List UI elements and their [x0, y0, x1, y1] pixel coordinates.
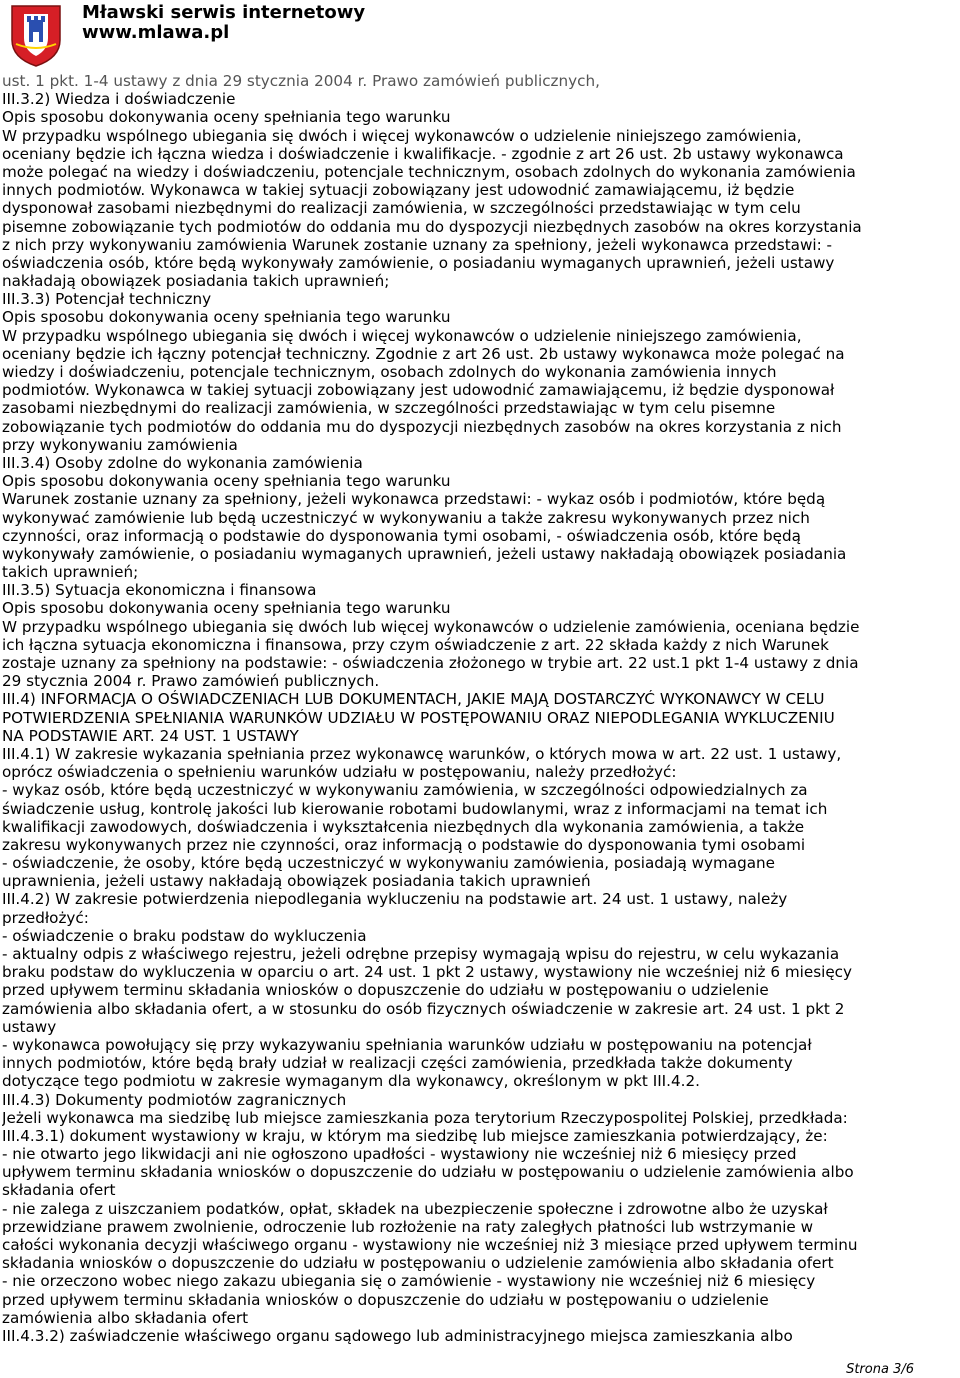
text-line: oświadczenia osób, które będą wykonywały zamówienie, o posiadaniu wymaganych uprawnień, jeżeli ustawy [2, 253, 835, 272]
text-line: innych podmiotów, które będą brały udział w realizacji części zamówienia, przedkłada także dokumenty [2, 1054, 793, 1073]
text-line: - oświadczenie o braku podstaw do wykluczenia [2, 926, 367, 945]
text-line: braku podstaw do wykluczenia w oparciu o art. 24 ust. 1 pkt 2 ustawy, wystawiony nie wcześniej niż 6 miesięcy [2, 963, 853, 982]
text-line: W przypadku wspólnego ubiegania się dwóch lub więcej wykonawców o udzielenie zamówienia, oceniana będzie [2, 617, 860, 636]
text-line: zamówienia albo składania ofert [2, 1308, 249, 1327]
text-line: ich łączna sytuacja ekonomiczna i finansowa, przy czym oświadczenie z art. 22 składa każdy z nich Warunek [2, 635, 829, 654]
text-line: NA PODSTAWIE ART. 24 UST. 1 USTAWY [2, 726, 299, 745]
text-line: pisemne zobowiązanie tych podmiotów do oddania mu do dyspozycji niezbędnych zasobów na okres korzystania [2, 217, 862, 236]
text-line: zobowiązanie tych podmiotów do oddania mu do dyspozycji niezbędnych zasobów na okres korzystania z nich [2, 417, 842, 436]
text-line: z nich przy wykonywaniu zamówienia Warunek zostanie uznany za spełniony, jeżeli wykonawca przedstawi: - [2, 235, 833, 254]
text-line: innych podmiotów. Wykonawca w takiej sytuacji zobowiązany jest udowodnić zamawiającemu, iż będzie [2, 181, 795, 200]
text-line: zostaje uznany za spełniony na podstawie: - oświadczenia złożonego w trybie art. 22 ust.1 pkt 1-4 ustawy z dnia [2, 654, 859, 672]
text-line: oceniany będzie ich łączny potencjał techniczny. Zgodnie z art 26 ust. 2b ustawy wykonawca może polegać na [2, 344, 845, 363]
text-line: oceniany będzie ich łączna wiedza i doświadczenie i kwalifikacje. - zgodnie z art 26 ust. 2b ustawy wykonawca [2, 144, 844, 163]
text-line: - nie otwarto jego likwidacji ani nie ogłoszono upadłości - wystawiony nie wcześniej niż 6 miesięcy przed [2, 1145, 797, 1164]
text-line: III.3.3) Potencjał techniczny [2, 290, 212, 309]
text-line: przedłożyć: [2, 908, 89, 927]
text-line: przed upływem terminu składania wniosków o dopuszczenie do udziału w postępowaniu o udzielenie [2, 981, 769, 1000]
text-line: Opis sposobu dokonywania oceny spełniania tego warunku [2, 599, 451, 618]
site-header [0, 0, 960, 70]
text-line: W przypadku wspólnego ubiegania się dwóch i więcej wykonawców o udzielenie niniejszego zamówienia, [2, 126, 802, 145]
text-line: III.4.3.1) dokument wystawiony w kraju, w którym ma siedzibę lub miejsce zamieszkania potwierdzający, że: [2, 1126, 828, 1145]
text-line: składania ofert [2, 1181, 116, 1200]
text-line: III.4.3.2) zaświadczenie właściwego organu sądowego lub administracyjnego miejsca zamieszkania albo [2, 1326, 793, 1345]
text-line: wykonywały zamówienie, o posiadaniu wymaganych uprawnień, jeżeli ustawy nakładają obowiązek posiadania [2, 544, 847, 563]
text-line: - wykaz osób, które będą uczestniczyć w wykonywaniu zamówienia, w szczególności odpowiedzialnych za [2, 781, 808, 800]
text-line: - aktualny odpis z właściwego rejestru, jeżeli odrębne przepisy wymagają wpisu do rejestru, w celu wykazania [2, 945, 840, 963]
text-line: takich uprawnień; [2, 563, 139, 582]
text-line: III.4.3) Dokumenty podmiotów zagranicznych [2, 1090, 347, 1109]
text-line: Warunek zostanie uznany za spełniony, jeżeli wykonawca przedstawi: - wykaz osób i podmiotów, które będą [2, 490, 826, 509]
text-line: upływem terminu składania wniosków o dopuszczenie do udziału w postępowaniu o udzielenie zamówienia albo [2, 1163, 854, 1182]
text-line: Opis sposobu dokonywania oceny spełniania tego warunku [2, 108, 451, 127]
text-line: podmiotów. Wykonawca w takiej sytuacji zobowiązany jest udowodnić zamawiającemu, iż będzie dysponował [2, 381, 835, 400]
text-line: zamówienia albo składania ofert, a w stosunku do osób fizycznych oświadczenie w zakresie art. 24 ust. 1 pkt 2 [2, 999, 845, 1018]
text-line: ust. 1 pkt. 1-4 ustawy z dnia 29 stycznia 2004 r. Prawo zamówień publicznych, [2, 72, 600, 90]
text-line: Opis sposobu dokonywania oceny spełniania tego warunku [2, 308, 451, 327]
text-line: W przypadku wspólnego ubiegania się dwóch i więcej wykonawców o udzielenie niniejszego zamówienia, [2, 326, 802, 345]
site-url[interactable]: www.mlawa.pl [82, 22, 230, 43]
text-line: dysponował zasobami niezbędnymi do realizacji zamówienia, w szczególności przedstawiając w tym celu [2, 199, 801, 218]
text-line: przewidziane prawem zwolnienie, odroczenie lub rozłożenie na raty zaległych płatności lub wstrzymanie w [2, 1217, 814, 1236]
text-line: przed upływem terminu składania wniosków o dopuszczenie do udziału w postępowaniu o udzielenie [2, 1290, 769, 1309]
text-line: przy wykonywaniu zamówienia [2, 435, 238, 454]
text-line: III.4.1) W zakresie wykazania spełniania przez wykonawcę warunków, o których mowa w art. 22 ust. 1 ustawy, [2, 744, 842, 763]
text-line: zasobami niezbędnymi do realizacji zamówienia, w szczególności przedstawiając w tym celu pisemne [2, 399, 776, 418]
text-line: wykonywać zamówienie lub będą uczestniczyć w wykonywaniu a także zakresu wykonywanych przez nich [2, 508, 810, 527]
text-line: - oświadczenie, że osoby, które będą uczestniczyć w wykonywaniu zamówienia, posiadają wymagane [2, 854, 776, 873]
text-line: Opis sposobu dokonywania oceny spełniania tego warunku [2, 472, 451, 491]
text-line: III.4) INFORMACJA O OŚWIADCZENIACH LUB DOKUMENTACH, JAKIE MAJĄ DOSTARCZYĆ WYKONAWCY W CELU [2, 690, 825, 709]
text-line: wiedzy i doświadczeniu, potencjale technicznym, osobach zdolnych do wykonania zamówienia innych [2, 363, 777, 381]
text-line: całości wykonania decyzji właściwego organu - wystawiony nie wcześniej niż 3 miesiące przed upływem terminu [2, 1236, 858, 1254]
page-number: Strona 3/6 [846, 1362, 914, 1377]
text-line: III.4.2) W zakresie potwierdzenia niepodlegania wykluczeniu na podstawie art. 24 ust. 1 ustawy, należy [2, 890, 788, 909]
site-title: Mławski serwis internetowy [82, 2, 366, 23]
text-line: - nie orzeczono wobec niego zakazu ubiegania się o zamówienie - wystawiony nie wcześniej niż 6 miesięcy [2, 1272, 816, 1291]
document-body [2, 72, 958, 1345]
text-line: czynności, oraz informacją o podstawie do dysponowania tymi osobami, - oświadczenia osób, które będą [2, 526, 801, 545]
text-line: może polegać na wiedzy i doświadczeniu, potencjale technicznym, osobach zdolnych do wykonania zamówienia [2, 162, 856, 181]
text-line: świadczenie usług, kontrolę jakości lub kierowanie robotami budowlanymi, wraz z informacjami na temat ich [2, 799, 828, 818]
text-line: 29 stycznia 2004 r. Prawo zamówień publicznych. [2, 672, 380, 691]
text-line: dotyczące tego podmiotu w zakresie wymaganym dla wykonawcy, określonym w pkt III.4.2. [2, 1072, 700, 1091]
text-line: ustawy [2, 1017, 57, 1036]
text-line: III.3.4) Osoby zdolne do wykonania zamówienia [2, 453, 363, 472]
text-line: zakresu wykonywanych przez nie czynności, oraz informacją o podstawie do dysponowania tymi osobami [2, 835, 806, 854]
text-line: - wykonawca powołujący się przy wykazywaniu spełniania warunków udziału w postępowaniu na potencjał [2, 1035, 812, 1054]
mlawa-coat-of-arms-icon [2, 0, 70, 68]
text-line: uprawnienia, jeżeli ustawy nakładają obowiązek posiadania takich uprawnień [2, 872, 591, 891]
text-line: POTWIERDZENIA SPEŁNIANIA WARUNKÓW UDZIAŁU W POSTĘPOWANIU ORAZ NIEPODLEGANIA WYKLUCZENIU [2, 708, 835, 727]
text-line: III.3.5) Sytuacja ekonomiczna i finansowa [2, 581, 317, 600]
text-line: - nie zalega z uiszczaniem podatków, opłat, składek na ubezpieczenie społeczne i zdrowotne albo że uzyskał [2, 1199, 828, 1218]
text-line: kwalifikacji zawodowych, doświadczenia i wykształcenia niezbędnych dla wykonania zamówienia, a także [2, 817, 805, 836]
text-line: III.3.2) Wiedza i doświadczenie [2, 90, 236, 109]
text-line: składania wniosków o dopuszczenie do udziału w postępowaniu o udzielenie zamówienia albo składania ofert [2, 1254, 834, 1273]
text-line: Jeżeli wykonawca ma siedzibę lub miejsce zamieszkania poza terytorium Rzeczypospolitej Polskiej, przedkłada: [2, 1108, 848, 1127]
text-line: nakładają obowiązek posiadania takich uprawnień; [2, 272, 390, 291]
text-line: oprócz oświadczenia o spełnieniu warunków udziału w postępowaniu, należy przedłożyć: [2, 763, 677, 782]
